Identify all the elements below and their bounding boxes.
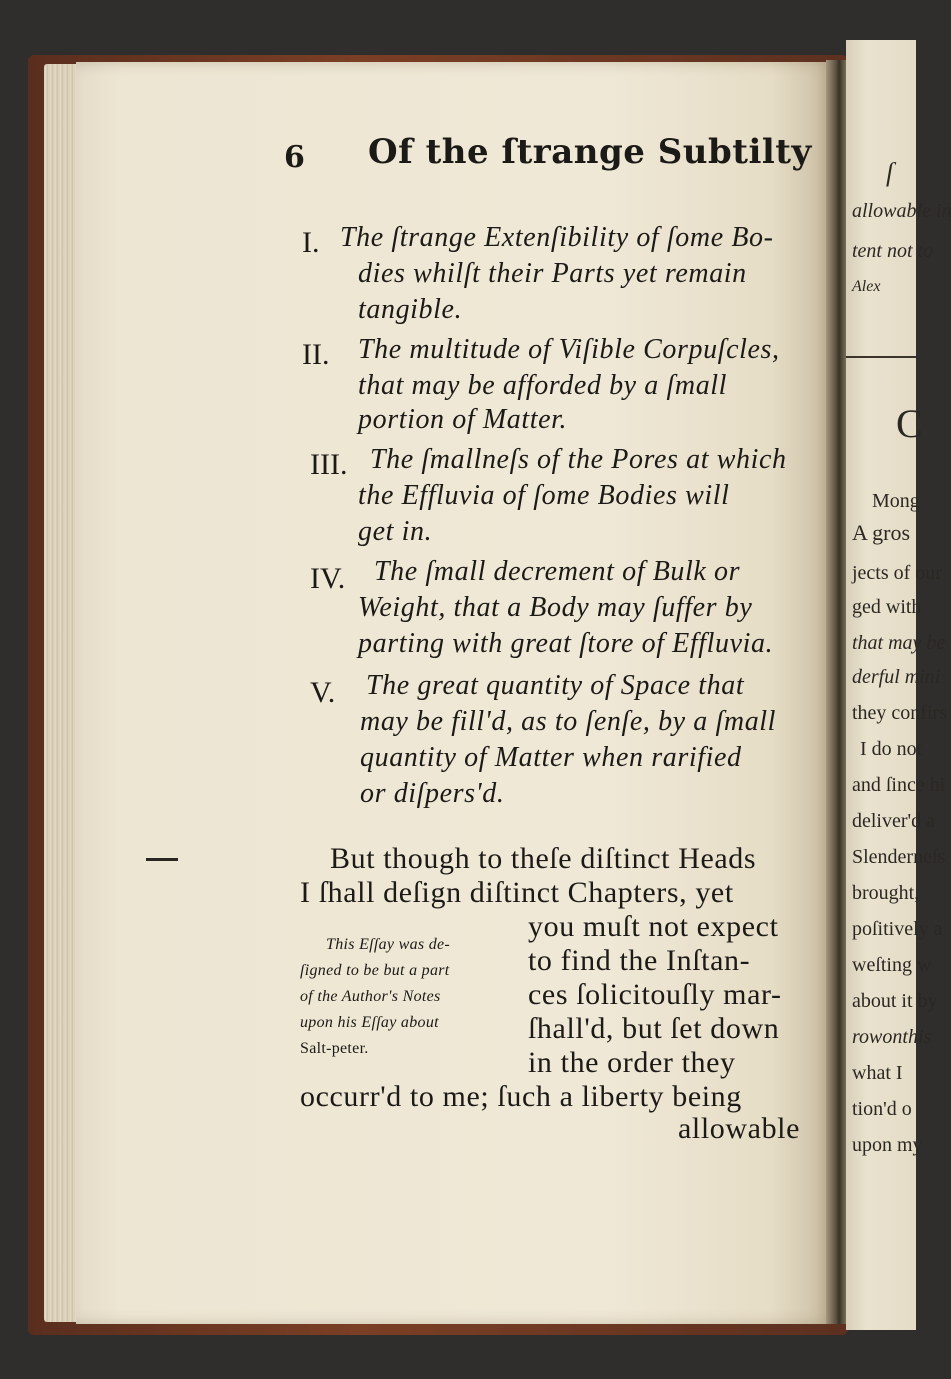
side-note-line: of the Author's Notes: [300, 988, 441, 1005]
np-rule: [846, 356, 916, 358]
body-line: you muſt not expect: [528, 910, 779, 943]
book-gutter: [826, 60, 848, 1324]
item-numeral: III.: [310, 448, 348, 481]
np-line-10: derful mini: [852, 666, 941, 688]
side-note-line: This Eſſay was de-: [326, 936, 451, 953]
side-note-line: ſigned to be but a part: [300, 962, 450, 979]
page-edges: [44, 64, 80, 1322]
item-line: parting with great ſtore of Effluvia.: [358, 628, 774, 659]
np-line-12: I do not: [860, 738, 923, 760]
item-line: dies whilſt their Parts yet remain: [358, 258, 747, 289]
np-line-5: Mong: [872, 490, 920, 512]
item-line: tangible.: [358, 294, 463, 325]
running-title: Of the ſtrange Subtilty: [368, 132, 812, 172]
item-numeral: II.: [302, 338, 330, 371]
np-line-17: poſitively a: [852, 918, 943, 940]
np-line-3: Alex: [852, 278, 881, 295]
item-line: may be fill'd, as to ſenſe, by a ſmall: [360, 706, 777, 737]
body-line: ces ſolicitouſly mar-: [528, 978, 782, 1011]
np-line-9: that may be: [852, 632, 946, 654]
item-line: or diſpers'd.: [360, 778, 505, 809]
np-line-21: what I: [852, 1062, 903, 1084]
catchword: allowable: [678, 1112, 801, 1145]
np-line-1: allowable in: [852, 200, 951, 222]
body-line: But though to theſe diſtinct Heads: [330, 842, 757, 875]
np-line-16: brought,: [852, 882, 920, 904]
body-line: ſhall'd, but ſet down: [528, 1012, 780, 1045]
item-line: the Effluvia of ſome Bodies will: [358, 480, 730, 511]
np-line-11: they confirs: [852, 702, 947, 724]
np-line-7: jects of our: [852, 562, 942, 584]
item-line: The ſmallneſs of the Pores at which: [370, 444, 787, 475]
item-numeral: I.: [302, 226, 320, 259]
item-line: portion of Matter.: [358, 404, 568, 435]
item-numeral: IV.: [310, 562, 346, 595]
np-line-18: weſting w: [852, 954, 932, 976]
np-fragment: ſ: [886, 158, 894, 187]
item-line: The ſmall decrement of Bulk or: [374, 556, 741, 587]
np-line-13: and ſince hi: [852, 774, 946, 796]
np-line-22: tion'd o: [852, 1098, 912, 1120]
body-line: occurr'd to me; ſuch a liberty being: [300, 1080, 742, 1113]
page-number: 6: [284, 140, 305, 175]
side-note-line: Salt-peter.: [300, 1040, 369, 1057]
np-line-6: A gros: [852, 520, 911, 545]
side-note-line: upon his Eſſay about: [300, 1014, 439, 1031]
np-line-23: upon my: [852, 1134, 923, 1156]
item-line: quantity of Matter when rarified: [360, 742, 742, 773]
np-line-20: rowonthis: [852, 1026, 932, 1048]
next-page-fragment: [846, 40, 951, 1330]
np-line-19: about it by: [852, 990, 938, 1012]
item-line: get in.: [358, 516, 433, 547]
item-line: Weight, that a Body may ſuffer by: [358, 592, 753, 623]
item-line: that may be afforded by a ſmall: [358, 370, 728, 401]
np-line-15: Slenderneſs: [852, 846, 946, 868]
item-line: The ſtrange Extenſibility of ſome Bo-: [340, 222, 774, 253]
item-line: The multitude of Viſible Corpuſcles,: [358, 334, 780, 365]
body-line: in the order they: [528, 1046, 736, 1079]
np-line-4: C: [896, 401, 923, 446]
item-numeral: V.: [310, 676, 336, 709]
body-line: I ſhall deſign diſtinct Chapters, yet: [300, 876, 734, 909]
margin-mark: [146, 858, 178, 861]
item-line: The great quantity of Space that: [366, 670, 745, 701]
body-line: to find the Inſtan-: [528, 944, 751, 977]
np-line-2: tent not to: [852, 240, 934, 262]
np-line-14: deliver'd a: [852, 810, 936, 832]
np-line-8: ged with: [852, 596, 922, 618]
